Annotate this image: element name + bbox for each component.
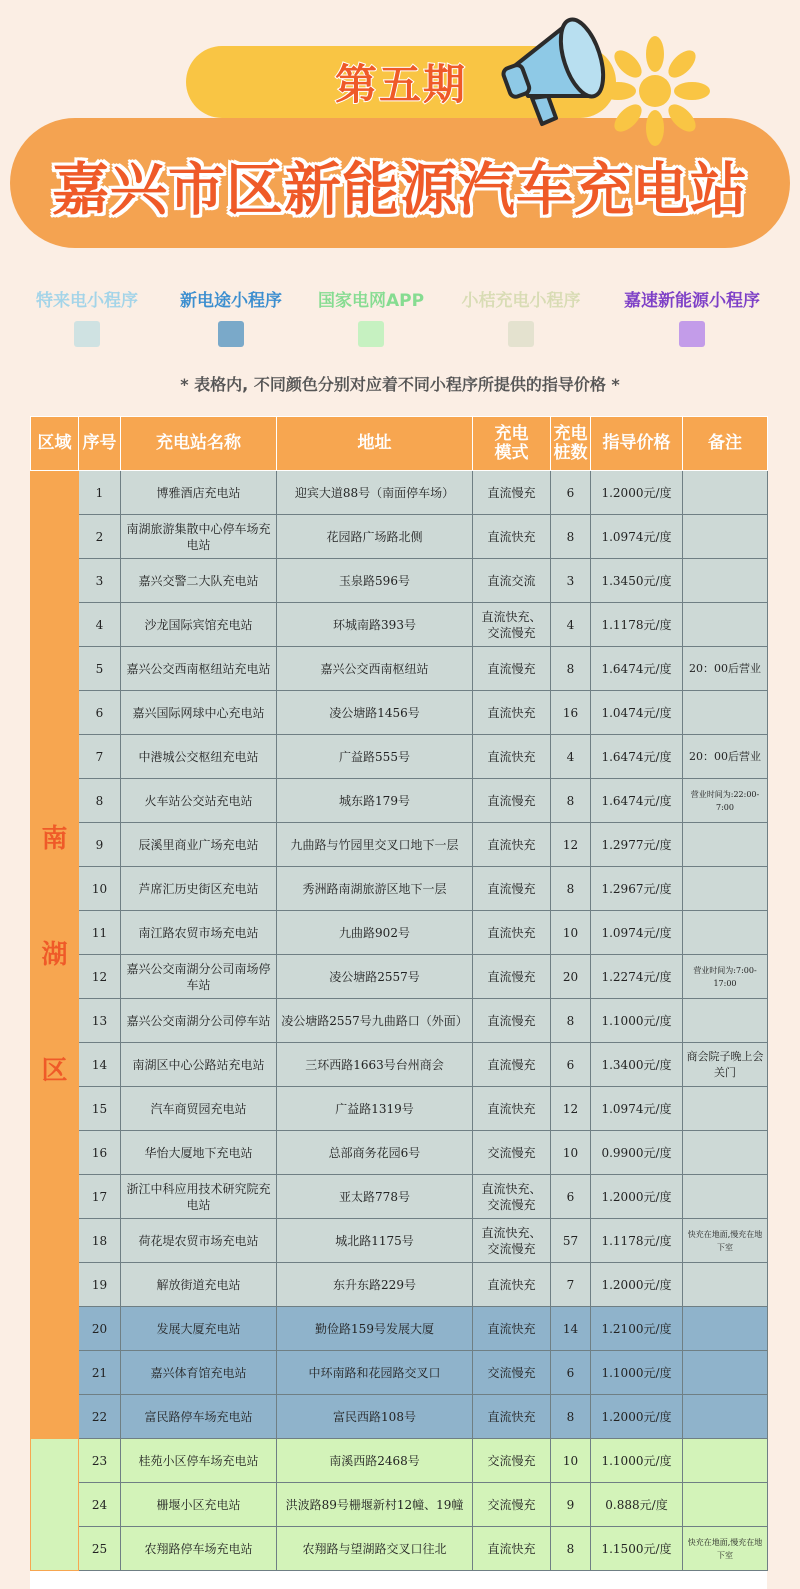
cell-address: 总部商务花园6号 [277, 1131, 473, 1175]
table-row [31, 1527, 768, 1571]
table-row [31, 1131, 768, 1175]
cell-mode: 直流慢充 [473, 999, 551, 1043]
cell-price: 1.0974元/度 [591, 911, 683, 955]
cell-address: 环城南路393号 [277, 603, 473, 647]
cell-price: 1.2000元/度 [591, 1395, 683, 1439]
cell-piles: 9 [551, 1483, 591, 1527]
cell-piles: 8 [551, 1395, 591, 1439]
legend-label: 小桔充电小程序 [461, 291, 581, 311]
cell-price: 1.0974元/度 [591, 1087, 683, 1131]
cell-address: 富民西路108号 [277, 1395, 473, 1439]
cell-mode: 直流慢充 [473, 647, 551, 691]
legend-label: 嘉速新能源小程序 [624, 291, 760, 311]
cell-no: 17 [79, 1175, 121, 1219]
cell-no: 21 [79, 1351, 121, 1395]
legend-item-tld [22, 286, 152, 347]
cell-address: 秀洲路南湖旅游区地下一层 [277, 867, 473, 911]
cell-price: 1.6474元/度 [591, 647, 683, 691]
cell-no: 11 [79, 911, 121, 955]
cell-name: 博雅酒店充电站 [121, 471, 277, 515]
cell-name: 嘉兴公交西南枢纽站充电站 [121, 647, 277, 691]
cell-price: 1.1000元/度 [591, 1439, 683, 1483]
cell-mode: 直流交流 [473, 559, 551, 603]
legend-label: 新电途小程序 [180, 291, 282, 311]
cell-piles: 8 [551, 867, 591, 911]
cell-name: 南湖区中心公路站充电站 [121, 1043, 277, 1087]
cell-remark [683, 1351, 768, 1395]
cell-mode: 直流快充 [473, 911, 551, 955]
cell-name: 华怡大厦地下充电站 [121, 1131, 277, 1175]
cell-address: 嘉兴公交西南枢纽站 [277, 647, 473, 691]
station-table [30, 416, 768, 1571]
cell-piles: 6 [551, 1175, 591, 1219]
table-row [31, 471, 768, 515]
cell-name: 解放街道充电站 [121, 1263, 277, 1307]
cell-name: 嘉兴国际网球中心充电站 [121, 691, 277, 735]
header-name: 充电站名称 [121, 417, 277, 471]
cell-name: 农翔路停车场充电站 [121, 1527, 277, 1571]
cell-piles: 3 [551, 559, 591, 603]
cell-piles: 6 [551, 471, 591, 515]
legend-item-sgcc [306, 286, 436, 347]
cell-mode: 直流慢充 [473, 779, 551, 823]
cell-name: 富民路停车场充电站 [121, 1395, 277, 1439]
header-piles: 充电 桩数 [551, 417, 591, 471]
table-header-row [31, 417, 768, 471]
legend-item-jiasu [604, 286, 780, 347]
cell-remark: 20：00后营业 [683, 647, 768, 691]
cell-address: 迎宾大道88号（南面停车场） [277, 471, 473, 515]
cell-name: 芦席汇历史街区充电站 [121, 867, 277, 911]
cell-price: 1.1000元/度 [591, 999, 683, 1043]
cell-mode: 直流慢充 [473, 1043, 551, 1087]
cell-mode: 直流快充 [473, 823, 551, 867]
cell-address: 中环南路和花园路交叉口 [277, 1351, 473, 1395]
cell-mode: 直流慢充 [473, 867, 551, 911]
cell-price: 1.1500元/度 [591, 1527, 683, 1571]
issue-label: 第五期 [334, 60, 467, 109]
cell-price: 1.2100元/度 [591, 1307, 683, 1351]
cell-piles: 14 [551, 1307, 591, 1351]
cell-address: 凌公塘路1456号 [277, 691, 473, 735]
cell-no: 3 [79, 559, 121, 603]
cell-remark [683, 559, 768, 603]
cell-address: 城北路1175号 [277, 1219, 473, 1263]
cell-name: 沙龙国际宾馆充电站 [121, 603, 277, 647]
cell-price: 1.3450元/度 [591, 559, 683, 603]
cell-remark [683, 691, 768, 735]
legend-swatch [74, 321, 100, 347]
table-row [31, 559, 768, 603]
cell-mode: 直流快充 [473, 691, 551, 735]
cell-address: 南溪西路2468号 [277, 1439, 473, 1483]
table-row [31, 867, 768, 911]
cell-price: 1.0474元/度 [591, 691, 683, 735]
table-row [31, 603, 768, 647]
cell-address: 亚太路778号 [277, 1175, 473, 1219]
cell-address: 凌公塘路2557号 [277, 955, 473, 999]
district-cell-continued [31, 1439, 79, 1571]
table-row [31, 1175, 768, 1219]
cell-piles: 10 [551, 911, 591, 955]
cell-name: 汽车商贸园充电站 [121, 1087, 277, 1131]
cell-no: 9 [79, 823, 121, 867]
cell-piles: 8 [551, 999, 591, 1043]
cell-piles: 6 [551, 1351, 591, 1395]
cell-piles: 7 [551, 1263, 591, 1307]
cell-mode: 直流快充 [473, 1087, 551, 1131]
cell-name: 嘉兴公交南湖分公司停车站 [121, 999, 277, 1043]
cell-no: 18 [79, 1219, 121, 1263]
cell-piles: 20 [551, 955, 591, 999]
cell-no: 15 [79, 1087, 121, 1131]
cell-piles: 4 [551, 603, 591, 647]
cell-piles: 8 [551, 1527, 591, 1571]
cell-mode: 直流快充 [473, 1307, 551, 1351]
cell-mode: 直流快充、交流慢充 [473, 1175, 551, 1219]
cell-no: 22 [79, 1395, 121, 1439]
header-mode: 充电 模式 [473, 417, 551, 471]
table-row [31, 1219, 768, 1263]
cell-remark: 营业时间为:7:00-17:00 [683, 955, 768, 999]
main-title: 嘉兴市区新能源汽车充电站 [52, 157, 748, 223]
table-row [31, 823, 768, 867]
cell-price: 1.2000元/度 [591, 1175, 683, 1219]
cell-mode: 直流慢充 [473, 471, 551, 515]
table-row [31, 1395, 768, 1439]
cell-address: 凌公塘路2557号九曲路口（外面） [277, 999, 473, 1043]
cell-no: 8 [79, 779, 121, 823]
cell-remark [683, 1263, 768, 1307]
header-remark: 备注 [683, 417, 768, 471]
cell-piles: 4 [551, 735, 591, 779]
cell-price: 1.2000元/度 [591, 471, 683, 515]
cell-remark [683, 1439, 768, 1483]
cell-price: 0.9900元/度 [591, 1131, 683, 1175]
cell-mode: 交流慢充 [473, 1351, 551, 1395]
table-row [31, 779, 768, 823]
cell-no: 10 [79, 867, 121, 911]
cell-mode: 直流快充 [473, 735, 551, 779]
cell-no: 6 [79, 691, 121, 735]
cell-remark [683, 515, 768, 559]
megaphone-icon [492, 0, 622, 130]
cell-price: 1.2977元/度 [591, 823, 683, 867]
cell-piles: 8 [551, 779, 591, 823]
cell-remark [683, 999, 768, 1043]
cell-name: 浙江中科应用技术研究院充电站 [121, 1175, 277, 1219]
cell-piles: 10 [551, 1439, 591, 1483]
legend-swatch [679, 321, 705, 347]
header-district: 区域 [31, 417, 79, 471]
cell-name: 火车站公交站充电站 [121, 779, 277, 823]
cell-address: 广益路555号 [277, 735, 473, 779]
cell-remark [683, 1483, 768, 1527]
cell-no: 20 [79, 1307, 121, 1351]
cell-address: 玉泉路596号 [277, 559, 473, 603]
cell-address: 洪波路89号栅堰新村12幢、19幢 [277, 1483, 473, 1527]
district-cell: 南 湖 区 [31, 471, 79, 1439]
legend-label: 特来电小程序 [36, 291, 138, 311]
legend-item-xiaoju [446, 286, 596, 347]
table-row [31, 647, 768, 691]
cell-name: 中港城公交枢纽充电站 [121, 735, 277, 779]
cell-remark [683, 471, 768, 515]
table-body [31, 471, 768, 1571]
cell-mode: 交流慢充 [473, 1439, 551, 1483]
legend-item-xdt [166, 286, 296, 347]
cell-no: 1 [79, 471, 121, 515]
cell-remark: 营业时间为:22:00-7:00 [683, 779, 768, 823]
legend-label: 国家电网APP [317, 291, 425, 311]
table-note: * 表格内, 不同颜色分别对应着不同小程序所提供的指导价格 * [180, 375, 620, 394]
cell-mode: 直流快充、交流慢充 [473, 603, 551, 647]
legend-swatch [508, 321, 534, 347]
cell-no: 2 [79, 515, 121, 559]
cell-price: 1.2000元/度 [591, 1263, 683, 1307]
header-address: 地址 [277, 417, 473, 471]
table-row [31, 1439, 768, 1483]
cell-mode: 直流快充、交流慢充 [473, 1219, 551, 1263]
cell-remark [683, 867, 768, 911]
cell-remark [683, 1175, 768, 1219]
cell-no: 7 [79, 735, 121, 779]
station-table-wrapper [30, 416, 767, 1589]
cell-price: 1.6474元/度 [591, 735, 683, 779]
cell-price: 1.1000元/度 [591, 1351, 683, 1395]
table-row [31, 515, 768, 559]
cell-mode: 直流快充 [473, 1527, 551, 1571]
cell-name: 辰溪里商业广场充电站 [121, 823, 277, 867]
cell-name: 栅堰小区充电站 [121, 1483, 277, 1527]
table-row [31, 999, 768, 1043]
cell-piles: 6 [551, 1043, 591, 1087]
cell-remark [683, 823, 768, 867]
legend-swatch [358, 321, 384, 347]
cell-no: 25 [79, 1527, 121, 1571]
cell-price: 0.888元/度 [591, 1483, 683, 1527]
cell-address: 东升东路229号 [277, 1263, 473, 1307]
cell-mode: 交流慢充 [473, 1483, 551, 1527]
cell-mode: 直流慢充 [473, 955, 551, 999]
cell-name: 荷花堤农贸市场充电站 [121, 1219, 277, 1263]
cell-name: 嘉兴公交南湖分公司南场停车站 [121, 955, 277, 999]
cell-piles: 12 [551, 1087, 591, 1131]
cell-address: 城东路179号 [277, 779, 473, 823]
cell-piles: 16 [551, 691, 591, 735]
cell-price: 1.1178元/度 [591, 603, 683, 647]
cell-price: 1.6474元/度 [591, 779, 683, 823]
cell-name: 嘉兴体育馆充电站 [121, 1351, 277, 1395]
cell-name: 桂苑小区停车场充电站 [121, 1439, 277, 1483]
cell-address: 广益路1319号 [277, 1087, 473, 1131]
cell-address: 九曲路与竹园里交叉口地下一层 [277, 823, 473, 867]
legend [0, 286, 800, 346]
cell-piles: 12 [551, 823, 591, 867]
cell-remark: 20：00后营业 [683, 735, 768, 779]
cell-remark [683, 603, 768, 647]
cell-price: 1.2274元/度 [591, 955, 683, 999]
cell-piles: 10 [551, 1131, 591, 1175]
legend-swatch [218, 321, 244, 347]
table-row [31, 1087, 768, 1131]
cell-no: 19 [79, 1263, 121, 1307]
cell-remark: 快充在地面,慢充在地下室 [683, 1527, 768, 1571]
header-no: 序号 [79, 417, 121, 471]
header-price: 指导价格 [591, 417, 683, 471]
cell-remark [683, 1395, 768, 1439]
table-row [31, 911, 768, 955]
table-row [31, 1351, 768, 1395]
cell-address: 农翔路与望湖路交叉口往北 [277, 1527, 473, 1571]
cell-piles: 8 [551, 515, 591, 559]
table-row [31, 735, 768, 779]
cell-mode: 直流快充 [473, 515, 551, 559]
cell-no: 13 [79, 999, 121, 1043]
table-row [31, 1307, 768, 1351]
cell-remark [683, 1307, 768, 1351]
table-row [31, 1043, 768, 1087]
cell-mode: 直流快充 [473, 1395, 551, 1439]
cell-price: 1.1178元/度 [591, 1219, 683, 1263]
cell-no: 5 [79, 647, 121, 691]
cell-no: 23 [79, 1439, 121, 1483]
cell-remark: 商会院子晚上会关门 [683, 1043, 768, 1087]
table-row [31, 955, 768, 999]
cell-name: 南湖旅游集散中心停车场充电站 [121, 515, 277, 559]
cell-remark [683, 911, 768, 955]
cell-no: 24 [79, 1483, 121, 1527]
cell-remark [683, 1087, 768, 1131]
cell-no: 14 [79, 1043, 121, 1087]
cell-mode: 交流慢充 [473, 1131, 551, 1175]
cell-address: 勤俭路159号发展大厦 [277, 1307, 473, 1351]
header-banner [0, 0, 800, 262]
cell-mode: 直流快充 [473, 1263, 551, 1307]
table-row [31, 691, 768, 735]
cell-address: 九曲路902号 [277, 911, 473, 955]
cell-piles: 57 [551, 1219, 591, 1263]
cell-piles: 8 [551, 647, 591, 691]
cell-address: 花园路广场路北侧 [277, 515, 473, 559]
cell-name: 南江路农贸市场充电站 [121, 911, 277, 955]
cell-remark [683, 1131, 768, 1175]
table-row [31, 1263, 768, 1307]
cell-name: 嘉兴交警二大队充电站 [121, 559, 277, 603]
cell-remark: 快充在地面,慢充在地下室 [683, 1219, 768, 1263]
cell-price: 1.0974元/度 [591, 515, 683, 559]
cell-no: 12 [79, 955, 121, 999]
cell-no: 16 [79, 1131, 121, 1175]
cell-price: 1.3400元/度 [591, 1043, 683, 1087]
cell-no: 4 [79, 603, 121, 647]
cell-price: 1.2967元/度 [591, 867, 683, 911]
cell-address: 三环西路1663号台州商会 [277, 1043, 473, 1087]
table-row [31, 1483, 768, 1527]
cell-name: 发展大厦充电站 [121, 1307, 277, 1351]
